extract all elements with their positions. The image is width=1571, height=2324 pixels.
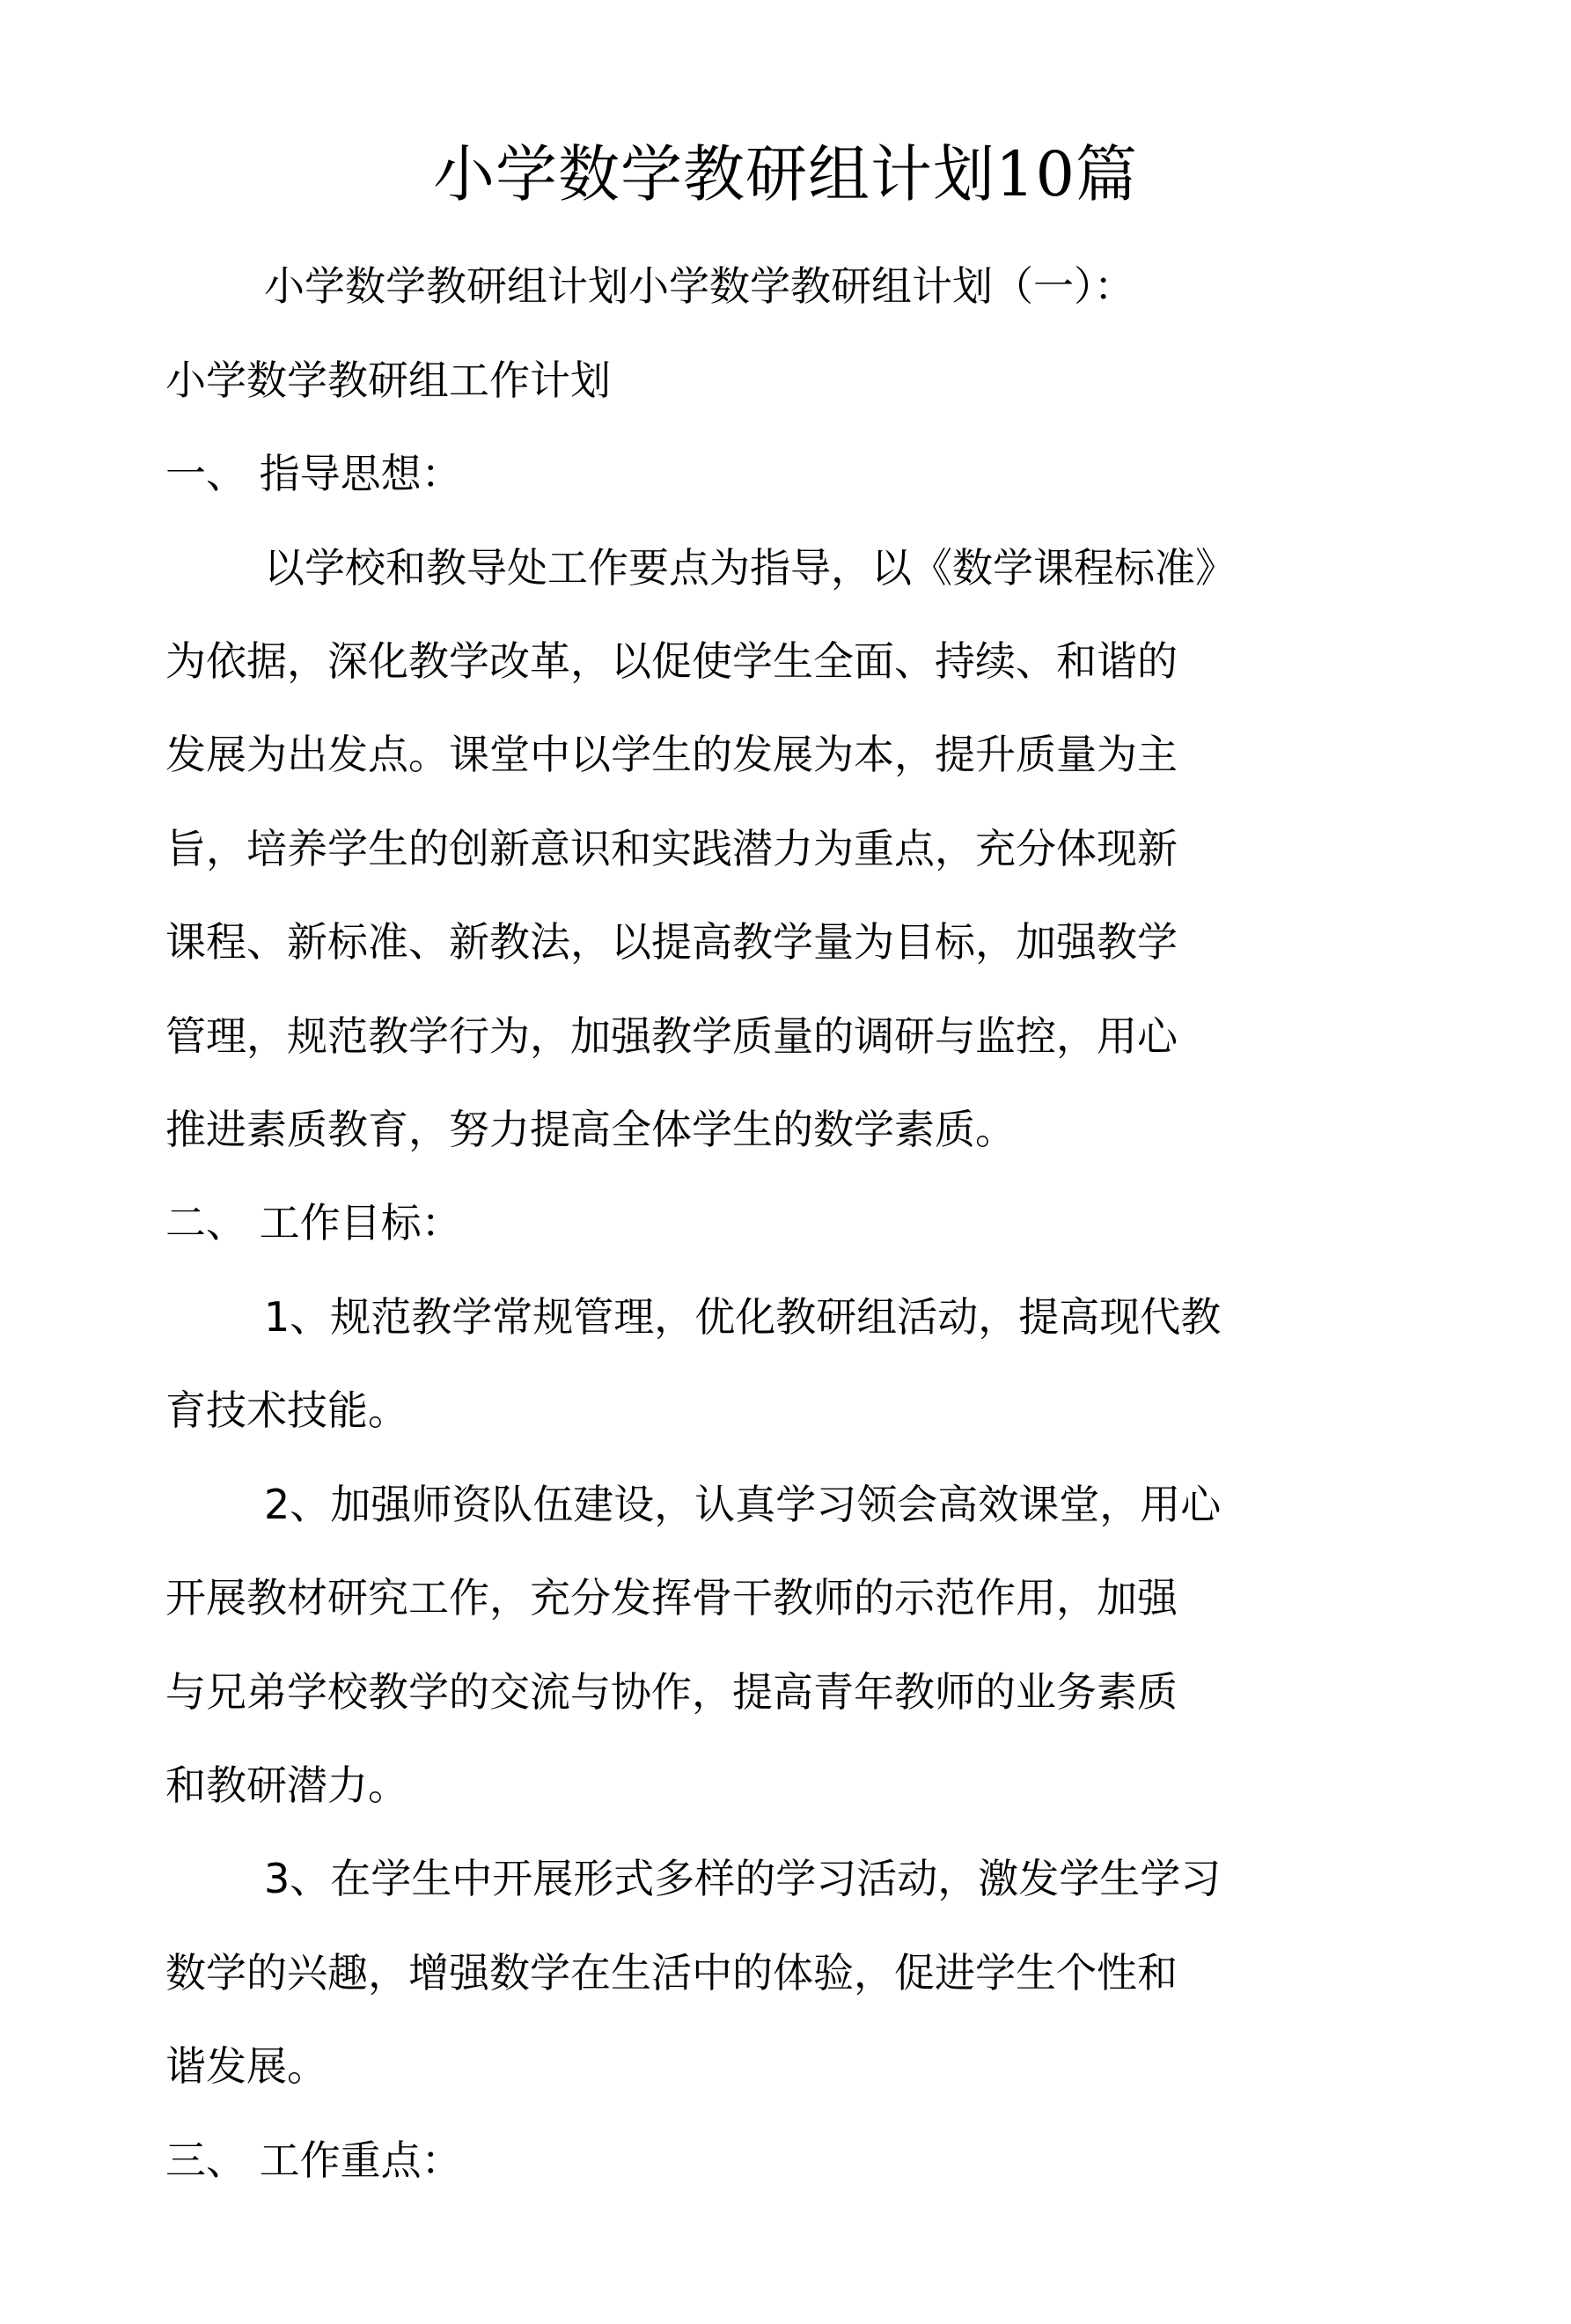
goal-item-2: 2、加强师资队伍建设，认真学习领会高效课堂，用心 [264,1481,1222,1528]
section-heading-plan: 小学数学教研组工作计划 [165,357,611,404]
section-heading-guiding-ideas: 一、 指导思想： [165,450,462,497]
paragraph-line: 与兄弟学校教学的交流与协作，提高青年教师的业务素质 [165,1668,1178,1716]
paragraph-line: 以学校和教导处工作要点为指导，以《数学课程标准》 [264,544,1236,592]
section-heading-goals: 二、 工作目标： [165,1199,462,1247]
paragraph-line: 发展为出发点。课堂中以学生的发展为本，提升质量为主 [165,731,1178,778]
document-title: 小学数学教研组计划10篇 [432,138,1139,210]
paragraph-line: 谐发展。 [165,2042,327,2090]
section-heading-focus: 三、 工作重点： [165,2136,462,2184]
paragraph-line: 育技术技能。 [165,1386,408,1434]
paragraph-line: 和教研潜力。 [165,1761,408,1809]
paragraph-line: 数学的兴趣，增强数学在生活中的体验，促进学生个性和 [165,1949,1178,1997]
goal-item-1: 1、规范教学常规管理，优化教研组活动，提高现代教 [264,1293,1222,1341]
subtitle-line: 小学数学教研组计划小学数学教研组计划（一）： [264,262,1134,310]
paragraph-line: 为依据，深化教学改革，以促使学生全面、持续、和谐的 [165,637,1178,685]
paragraph-line: 推进素质教育，努力提高全体学生的数学素质。 [165,1106,1016,1153]
goal-item-3: 3、在学生中开展形式多样的学习活动，激发学生学习 [264,1855,1222,1902]
paragraph-line: 课程、新标准、新教法，以提高教学量为目标，加强教学 [165,918,1178,966]
paragraph-line: 管理，规范教学行为，加强教学质量的调研与监控，用心 [165,1012,1178,1060]
paragraph-line: 旨，培养学生的创新意识和实践潜力为重点，充分体现新 [165,825,1178,872]
paragraph-line: 开展教材研究工作，充分发挥骨干教师的示范作用，加强 [165,1574,1178,1622]
